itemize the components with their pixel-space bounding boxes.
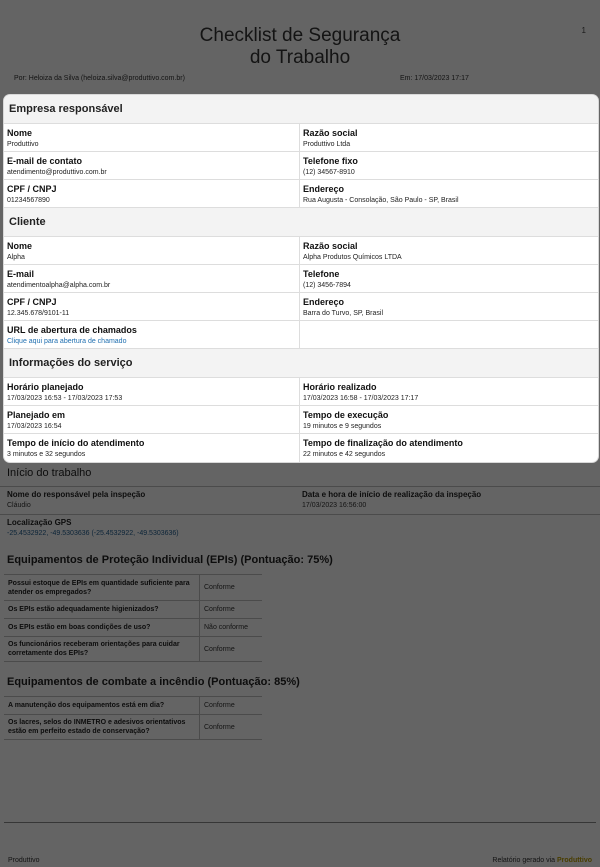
open-ticket-link[interactable]: Clique aqui para abertura de chamado xyxy=(7,338,127,345)
field-value: Alpha xyxy=(7,254,25,261)
field-label: Razão social xyxy=(303,128,358,138)
field-label: Horário realizado xyxy=(303,382,377,392)
table-row xyxy=(4,180,598,208)
field-value: 3 minutos e 32 segundos xyxy=(7,451,86,458)
field-label: Nome xyxy=(7,241,33,251)
field-value: 22 minutos e 42 segundos xyxy=(303,451,386,458)
field-label: Horário planejado xyxy=(7,382,84,392)
table-row xyxy=(4,293,598,321)
field-label: Telefone fixo xyxy=(303,156,358,166)
field-label: Planejado em xyxy=(7,410,66,420)
field-value: 17/03/2023 16:53 - 17/03/2023 17:53 xyxy=(7,395,123,402)
section-heading-servico: Informações do serviço xyxy=(4,349,598,378)
field-label: Nome xyxy=(7,128,33,138)
field-label: URL de abertura de chamados xyxy=(7,325,137,335)
field-label: Endereço xyxy=(303,297,345,307)
table-row xyxy=(4,152,598,180)
table-row xyxy=(4,378,598,406)
section-heading-empresa: Empresa responsável xyxy=(4,95,598,124)
field-value: Rua Augusta - Consolação, São Paulo - SP, Brasil xyxy=(303,197,459,204)
field-value: Barra do Turvo, SP, Brasil xyxy=(303,310,384,317)
field-value: Produttivo Ltda xyxy=(303,141,351,148)
section-heading-cliente: Cliente xyxy=(4,208,598,237)
field-label: CPF / CNPJ xyxy=(7,297,57,307)
field-label: Tempo de finalização do atendimento xyxy=(303,438,463,448)
field-label: Tempo de início do atendimento xyxy=(7,438,145,448)
field-value: 19 minutos e 9 segundos xyxy=(303,423,382,430)
field-label: CPF / CNPJ xyxy=(7,184,57,194)
table-row xyxy=(4,124,598,152)
field-label: Endereço xyxy=(303,184,345,194)
field-label: Telefone xyxy=(303,269,340,279)
table-row xyxy=(4,321,598,349)
field-value: 12.345.678/9101-11 xyxy=(7,310,70,317)
field-value: (12) 34567-8910 xyxy=(303,169,355,176)
field-value: (12) 3456-7894 xyxy=(303,282,351,289)
field-label: Razão social xyxy=(303,241,358,251)
field-value: Alpha Produtos Químicos LTDA xyxy=(303,254,402,261)
field-label: E-mail xyxy=(7,269,35,279)
field-label: Tempo de execução xyxy=(303,410,389,420)
field-value: 17/03/2023 16:54 xyxy=(7,423,62,430)
field-value: 01234567890 xyxy=(7,197,50,204)
table-row xyxy=(4,434,598,462)
field-value: atendimentoalpha@alpha.com.br xyxy=(7,282,111,289)
field-value: 17/03/2023 16:58 - 17/03/2023 17:17 xyxy=(303,395,419,402)
table-row xyxy=(4,406,598,434)
field-value: atendimento@produttivo.com.br xyxy=(7,169,107,176)
table-row xyxy=(4,237,598,265)
field-label: E-mail de contato xyxy=(7,156,83,166)
field-value: Produttivo xyxy=(7,141,39,148)
highlighted-section-card xyxy=(4,95,598,462)
table-row xyxy=(4,265,598,293)
